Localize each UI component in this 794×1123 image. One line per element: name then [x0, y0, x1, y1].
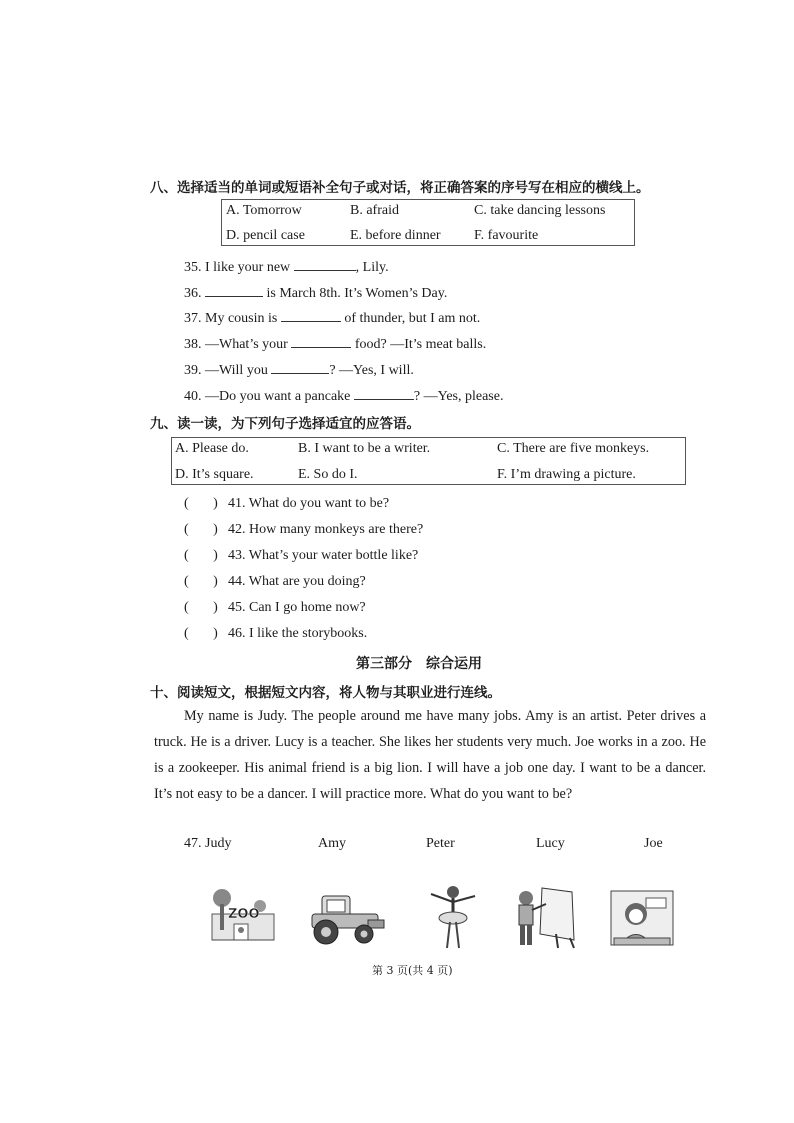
name-judy: 47. Judy: [184, 836, 232, 851]
ballet-dancer-picture: [425, 884, 481, 950]
question-42: 42. How many monkeys are there?: [228, 522, 424, 537]
question-text: ? —Yes, please.: [413, 389, 504, 404]
section9-options-box: [171, 437, 686, 485]
option-a: A. Tomorrow: [226, 203, 302, 218]
answer-parentheses[interactable]: ( ): [184, 626, 218, 641]
option-f: F. favourite: [474, 228, 539, 243]
option-c: C. take dancing lessons: [474, 203, 606, 218]
name-amy: Amy: [318, 836, 346, 851]
answer-parentheses[interactable]: ( ): [184, 548, 218, 563]
question-37: [184, 309, 480, 327]
option-e: E. before dinner: [350, 228, 441, 243]
question-40: [184, 387, 503, 405]
question-text: food? —It’s meat balls.: [351, 337, 487, 352]
zoo-picture: [210, 886, 276, 946]
section10-heading: 十、阅读短文，根据短文内容，将人物与其职业进行连线。: [150, 685, 501, 701]
question-44: 44. What are you doing?: [228, 574, 366, 589]
question-43: 43. What’s your water bottle like?: [228, 548, 419, 563]
part3-title: 第三部分 综合运用: [356, 656, 482, 672]
section8-options-box: [221, 199, 635, 246]
zoo-sign-text: ZOO: [228, 907, 260, 922]
question-text: is March 8th. It’s Women’s Day.: [263, 286, 448, 301]
question-text: 40. —Do you want a pancake: [184, 389, 354, 404]
option-e: E. So do I.: [298, 467, 358, 482]
option-a: A. Please do.: [175, 441, 249, 456]
question-text: 38. —What’s your: [184, 337, 292, 352]
section8-heading: 八、选择适当的单词或短语补全句子或对话，将正确答案的序号写在相应的横线上。: [150, 180, 650, 196]
answer-parentheses[interactable]: ( ): [184, 522, 218, 537]
answer-parentheses[interactable]: ( ): [184, 574, 218, 589]
question-45: 45. Can I go home now?: [228, 600, 366, 615]
option-c: C. There are five monkeys.: [497, 441, 650, 456]
teacher-picture: [610, 890, 674, 946]
name-joe: Joe: [644, 836, 663, 851]
option-f: F. I’m drawing a picture.: [497, 467, 636, 482]
question-text: 36.: [184, 286, 205, 301]
question-36: [184, 284, 447, 302]
question-41: 41. What do you want to be?: [228, 496, 390, 511]
answer-blank[interactable]: [271, 361, 329, 374]
question-text: ? —Yes, I will.: [329, 363, 414, 378]
answer-blank[interactable]: [291, 335, 351, 348]
answer-parentheses[interactable]: ( ): [184, 600, 218, 615]
question-38: [184, 335, 486, 353]
question-text: 37. My cousin is: [184, 311, 281, 326]
answer-parentheses[interactable]: ( ): [184, 496, 218, 511]
question-39: [184, 361, 414, 379]
reading-passage: My name is Judy. The people around me have many jobs. Amy is an artist. Peter drives a truck. He is a driver. Lucy is a teacher. She likes her students very much. Joe works in a zoo. He is a zookeeper. His animal friend is a big lion. I will have a job one day. I want to be a dancer. It’s not easy to be a dancer. I will practice more. What do you want to be?: [154, 708, 706, 802]
name-peter: Peter: [426, 836, 455, 851]
question-text: of thunder, but I am not.: [340, 311, 481, 326]
page-footer: 第 3 页(共 4 页): [372, 964, 453, 977]
option-d: D. It’s square.: [175, 467, 254, 482]
question-35: [184, 258, 389, 276]
question-text: 35. I like your new: [184, 260, 294, 275]
painter-picture: [512, 884, 578, 950]
section9-heading: 九、读一读，为下列句子选择适宜的应答语。: [150, 416, 420, 432]
answer-blank[interactable]: [281, 309, 341, 322]
option-d: D. pencil case: [226, 228, 305, 243]
answer-blank[interactable]: [354, 387, 414, 400]
option-b: B. afraid: [350, 203, 399, 218]
option-b: B. I want to be a writer.: [298, 441, 431, 456]
question-text: 39. —Will you: [184, 363, 272, 378]
name-lucy: Lucy: [536, 836, 565, 851]
answer-blank[interactable]: [205, 284, 263, 297]
question-text: , Lily.: [355, 260, 389, 275]
answer-blank[interactable]: [294, 258, 356, 271]
tractor-picture: [308, 892, 388, 946]
question-46: 46. I like the storybooks.: [228, 626, 368, 641]
